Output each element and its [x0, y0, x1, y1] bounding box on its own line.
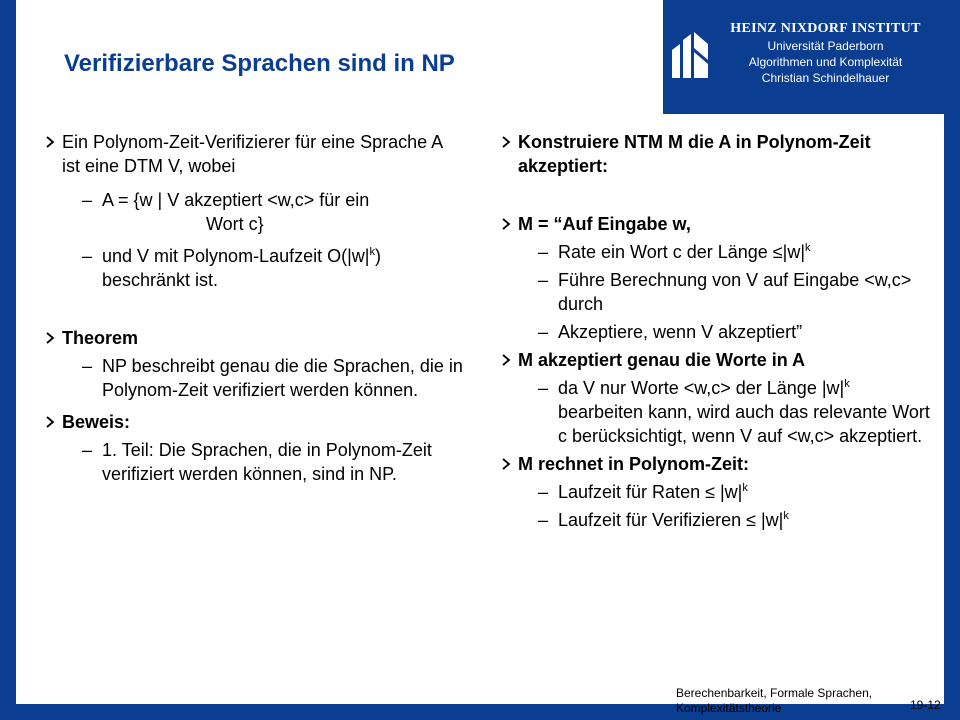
bullet-text: M = “Auf Eingabe w,: [518, 214, 691, 234]
bullet-text: Beweis:: [62, 412, 131, 432]
institute-university: Universität Paderborn: [767, 39, 884, 53]
bullet-text: Ein Polynom-Zeit-Verifizierer für eine Sprache A ist eine DTM V, wobei: [62, 132, 443, 176]
sub-text-b: ): [374, 246, 381, 266]
arrow-bullet-icon: [500, 452, 518, 470]
bullet-text: M rechnet in Polynom-Zeit:: [518, 454, 750, 474]
left-column: [44, 130, 464, 486]
dash-bullet: –: [538, 510, 549, 530]
sub-bullet-verify-time: [500, 508, 930, 532]
institute-group: Algorithmen und Komplexität: [748, 55, 903, 69]
arrow-bullet-icon: [44, 410, 62, 428]
institute-name: HEINZ NIXDORF INSTITUT: [730, 21, 921, 36]
sub-text: NP beschreibt genau die die Sprachen, die in Polynom-Zeit verifiziert werden können.: [102, 356, 463, 400]
arrow-bullet-icon: [500, 348, 518, 366]
hni-logo-icon: [670, 30, 710, 80]
arrow-bullet-icon: [500, 212, 518, 230]
dash-bullet: –: [538, 270, 549, 290]
sub-bullet-guess: [500, 240, 930, 264]
dash-bullet: –: [82, 440, 93, 460]
arrow-bullet-icon: [44, 326, 62, 344]
sub-bullet-compute: [500, 268, 930, 316]
superscript-k: k: [742, 482, 748, 494]
bullet-text: Theorem: [62, 328, 139, 348]
dash-bullet: –: [538, 242, 549, 262]
dash-bullet: –: [538, 378, 549, 398]
superscript-k: k: [805, 242, 811, 254]
superscript-k: k: [783, 510, 789, 522]
footer-line-2: Komplexitätstheorie: [676, 701, 782, 715]
bullet-polytime: [500, 452, 930, 476]
arrow-bullet-icon: [44, 130, 62, 148]
bullet-accepts: [500, 348, 930, 372]
superscript-k: k: [369, 246, 375, 258]
sub-text-b: bearbeiten kann, wird auch das relevante Wort c berücksichtigt, wenn V auf <w,c> akzeptiert.: [558, 402, 930, 446]
sub-bullet-language: [44, 188, 464, 236]
sub-text-a: und V mit Polynom-Laufzeit O(|w|: [102, 246, 370, 266]
sub-text-c: beschränkt ist.: [102, 270, 219, 290]
dash-bullet: –: [82, 246, 93, 266]
bullet-text: M akzeptiert genau die Worte in A: [518, 350, 806, 370]
institute-author: Christian Schindelhauer: [761, 71, 890, 85]
sub-text-a: da V nur Worte <w,c> der Länge |w|: [558, 378, 845, 398]
sub-text: Rate ein Wort c der Länge ≤|w|: [558, 242, 806, 262]
sub-text: Laufzeit für Verifizieren ≤ |w|: [558, 510, 784, 530]
dash-bullet: –: [538, 482, 549, 502]
slide-title: Verifizierbare Sprachen sind in NP: [64, 50, 455, 77]
sub-bullet-runtime: [44, 244, 464, 292]
sub-bullet-accepts: [500, 376, 930, 448]
sub-text-a: A = {w | V akzeptiert <w,c> für ein: [102, 190, 370, 210]
bullet-proof: [44, 410, 464, 434]
right-column: [500, 130, 930, 532]
dash-bullet: –: [82, 356, 93, 376]
bullet-verifier-definition: [44, 130, 464, 178]
sub-text-b: Wort c}: [206, 214, 264, 234]
bullet-m-definition: [500, 212, 930, 236]
footer-course: [676, 686, 872, 716]
bullet-text: Konstruiere NTM M die A in Polynom-Zeit akzeptiert:: [518, 132, 871, 176]
dash-bullet: –: [82, 190, 93, 210]
sub-bullet-proof: [44, 438, 464, 486]
superscript-k: k: [844, 378, 850, 390]
sub-bullet-guess-time: [500, 480, 930, 504]
bullet-construct: [500, 130, 930, 178]
sub-text: Laufzeit für Raten ≤ |w|: [558, 482, 743, 502]
footer-line-1: Berechenbarkeit, Formale Sprachen,: [676, 686, 873, 700]
sub-text: 1. Teil: Die Sprachen, die in Polynom-Zeit verifiziert werden können, sind in NP.: [102, 440, 432, 484]
arrow-bullet-icon: [500, 130, 518, 148]
sub-bullet-accept: [500, 320, 930, 344]
bullet-theorem: [44, 326, 464, 350]
page-number: 19-12: [910, 698, 941, 712]
sub-text: Akzeptiere, wenn V akzeptiert”: [558, 322, 803, 342]
sub-bullet-theorem: [44, 354, 464, 402]
institute-info: [709, 20, 942, 108]
sub-text: Führe Berechnung von V auf Eingabe <w,c> durch: [558, 270, 912, 314]
dash-bullet: –: [538, 322, 549, 342]
